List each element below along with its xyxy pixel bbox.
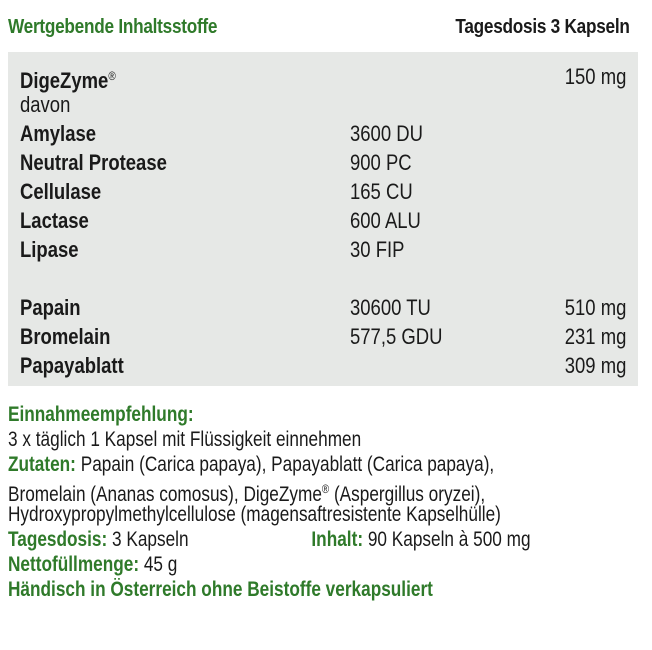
dosage-label: Einnahmeempfehlung: (8, 403, 194, 426)
ingredients-text: Hydroxypropylmethylcellulose (magensaftresistente Kapselhülle) (8, 503, 501, 526)
footer-note: Händisch in Österreich ohne Beistoffe verkapsuliert (8, 578, 433, 601)
ingredient-unit-value: 3600 DU (350, 121, 423, 146)
davon-label: davon (20, 92, 71, 117)
table-row (20, 177, 626, 206)
ingredients-panel (8, 52, 638, 386)
daily-dose-label: Tagesdosis: (8, 528, 108, 551)
ingredient-amount: 309 mg (564, 353, 626, 378)
ingredient-amount: 150 mg (564, 64, 626, 89)
table-row (20, 206, 626, 235)
ingredients-text: (Aspergillus oryzei), (329, 483, 486, 506)
ingredient-name: DigeZyme® (20, 68, 116, 93)
table-row (20, 119, 626, 148)
dosage-text: 3 x täglich 1 Kapsel mit Flüssigkeit einnehmen (8, 428, 362, 451)
ingredient-unit-value: 165 CU (350, 179, 413, 204)
table-row (20, 90, 626, 119)
content-label: Inhalt: (311, 528, 364, 551)
content-value: 90 Kapseln à 500 mg (363, 528, 531, 551)
ingredients-label: Zutaten: (8, 453, 76, 476)
ingredients-line (8, 502, 533, 527)
content-block (311, 527, 530, 552)
ingredients-heading: Wertgebende Inhaltsstoffe (8, 16, 218, 38)
table-row (20, 351, 626, 380)
ingredient-unit-value: 30600 TU (350, 295, 431, 320)
ingredient-name: Papain (20, 295, 81, 320)
registered-mark: ® (108, 69, 116, 83)
ingredient-unit-value: 900 PC (350, 150, 412, 175)
ingredient-unit-value: 577,5 GDU (350, 324, 443, 349)
ingredients-text: Papain (Carica papaya), Papayablatt (Carica papaya), (75, 453, 495, 476)
table-row (20, 235, 626, 264)
net-weight-line (8, 552, 533, 577)
net-weight-label: Nettofüllmenge: (8, 553, 140, 576)
ingredient-name: Neutral Protease (20, 150, 167, 175)
table-row (20, 322, 626, 351)
ingredients-text: Bromelain (Ananas comosus), DigeZyme (8, 483, 322, 506)
ingredient-name: Lipase (20, 237, 79, 262)
daily-dose-value: 3 Kapseln (107, 528, 189, 551)
ingredients-line (8, 452, 533, 477)
daily-dose-heading: Tagesdosis 3 Kapseln (455, 16, 630, 38)
ingredient-name: Lactase (20, 208, 89, 233)
ingredient-amount: 510 mg (564, 295, 626, 320)
ingredients-line (8, 477, 533, 506)
net-weight-value: 45 g (139, 553, 178, 576)
dosage-heading-line (8, 402, 533, 427)
ingredient-amount: 231 mg (564, 324, 626, 349)
ingredient-name: Papayablatt (20, 353, 124, 378)
daily-dose-line (8, 527, 533, 552)
ingredient-name: Bromelain (20, 324, 111, 349)
ingredient-unit-value: 600 ALU (350, 208, 421, 233)
footer-line (8, 577, 533, 602)
ingredient-name: Amylase (20, 121, 97, 146)
table-header (8, 16, 630, 48)
table-row (20, 148, 626, 177)
dosage-text-line (8, 427, 533, 452)
table-row (20, 293, 626, 322)
registered-mark: ® (321, 482, 330, 496)
table-row (20, 62, 626, 91)
ingredient-unit-value: 30 FIP (350, 237, 405, 262)
product-info (8, 402, 648, 602)
ingredient-name: Cellulase (20, 179, 102, 204)
